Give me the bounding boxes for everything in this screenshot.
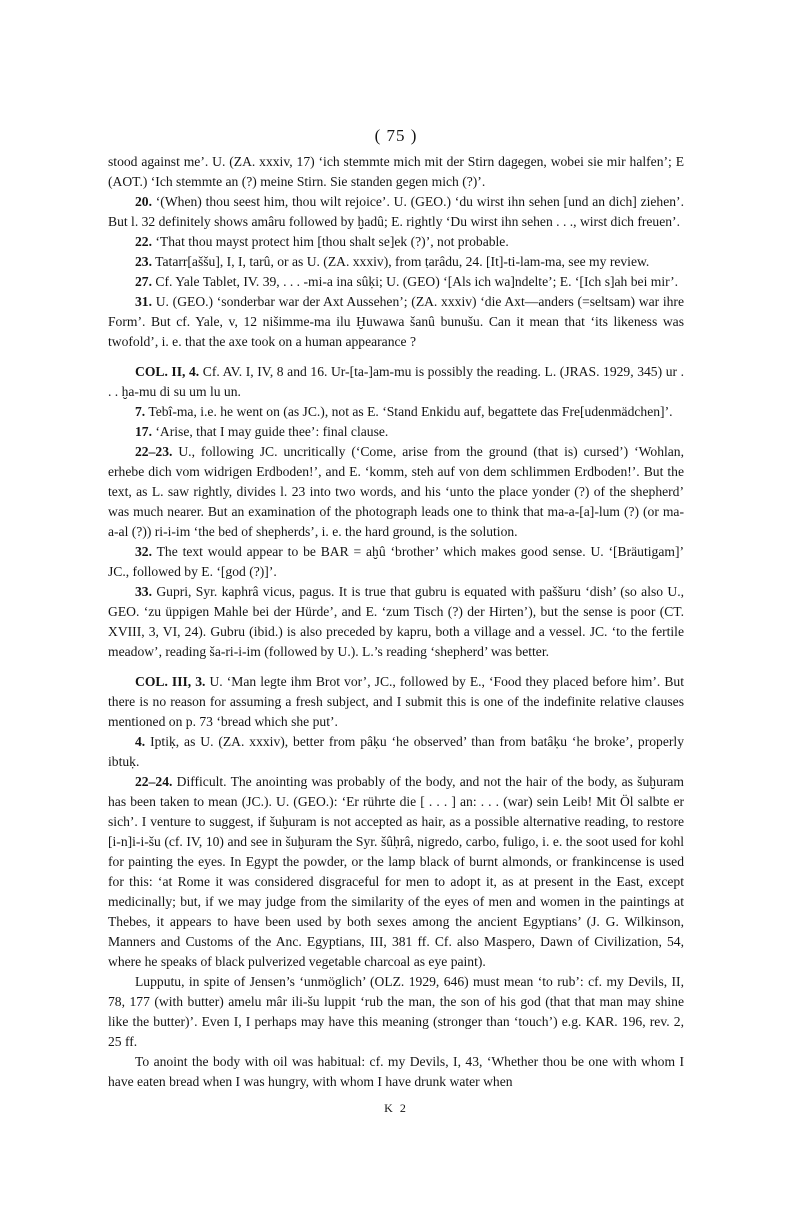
note-text: The text would appear to be BAR = aḫû ‘brother’ which makes good sense. U. ‘[Bräutigam]’ JC., followed by E. ‘[god (?)]’. — [108, 544, 684, 579]
note-text: ‘(When) thou seest him, thou wilt rejoice’. U. (GEO.) ‘du wirst ihn sehen [und an dich] ziehen’. But l. 32 definitely shows amâru followed by ḫadû; E. rightly ‘Du wirst ihn sehen . . ., wirst dich freuen’. — [108, 194, 684, 229]
commentary-paragraph — [108, 232, 684, 252]
note-number: 23. — [135, 254, 152, 269]
commentary-paragraph — [108, 152, 684, 192]
note-number: 17. — [135, 424, 152, 439]
note-number: 20. — [135, 194, 152, 209]
note-text: Gupri, Syr. kaphrâ vicus, pagus. It is true that gubru is equated with paššuru ‘dish’ (so also U., GEO. ‘zu üppigen Mahle bei der Hürde’, and E. ‘zum Tisch (?) der Hirten’), but the sense is poor (CT. XVIII, 3, VI, 24). Gubru (ibid.) is also preceded by kapru, both a village and a vessel. JC. ‘to the fertile meadow’, reading ša-ri-i-im (followed by U.). L.’s reading ‘shepherd’ was better. — [108, 584, 685, 659]
commentary-paragraph — [108, 362, 684, 402]
commentary-paragraph — [108, 732, 684, 772]
note-text: Difficult. The anointing was probably of the body, and not the hair of the body, as šuḫuram has been taken to mean (JC.). U. (GEO.): ‘Er rührte die [ . . . ] an: . . . (war) sein Leib! Mit Öl salbte er sich’. I venture to suggest, if šuḫuram is not accepted as hair, as a possible alternative reading, to restore [i-n]i-i-šu (cf. IV, 10) and see in šuḫuram the Syr. šûḥrâ, nigredo, carbo, fuligo, i. e. the soot used for kohl for painting the eyes. In Egypt the powder, or the lamp black of burnt almonds, or frankincense is used for this: ‘at Rome it was considered disgraceful for men to adopt it, as at present in the East, except medicinally; but, if we may judge from the similarity of the eyes of men and women in the paintings at Thebes, it appears to have been used by both sexes among the ancient Egyptians’ (J. G. Wilkinson, Manners and Customs of the Anc. Egyptians, III, 381 ff. Cf. also Maspero, Dawn of Civilization, 54, where he speaks of black pulverized vegetable charcoal as eye paint). — [108, 774, 684, 969]
note-text: To anoint the body with oil was habitual: cf. my Devils, I, 43, ‘Whether thou be one with whom I have eaten bread when I was hungry, with whom I have drunk water when — [108, 1054, 684, 1089]
commentary-paragraph — [108, 272, 684, 292]
note-text: Lupputu, in spite of Jensen’s ‘unmöglich’ (OLZ. 1929, 646) must mean ‘to rub’: cf. my Devils, II, 78, 177 (with butter) amelu mâr ili-šu luppit ‘rub the man, the son of his god (that that man may shine like the butter)’. Even I, I perhaps may have this meaning (stronger than ‘touch’) e.g. KAR. 196, rev. 2, 25 ff. — [108, 974, 684, 1049]
note-number: 33. — [135, 584, 152, 599]
commentary-paragraph — [108, 292, 684, 352]
note-text: Iptiḳ, as U. (ZA. xxxiv), better from pâḳu ‘he observed’ than from batâḳu ‘he broke’, properly ibtuḳ. — [108, 734, 684, 769]
signature-mark: K 2 — [384, 1101, 408, 1115]
commentary-paragraph — [108, 252, 684, 272]
note-number: 4. — [135, 734, 146, 749]
note-text: U. ‘Man legte ihm Brot vor’, JC., followed by E., ‘Food they placed before him’. But there is no reason for assuming a fresh subject, and I submit this is one of the indefinite relative clauses mentioned on p. 73 ‘bread which she put’. — [108, 674, 684, 729]
commentary-text — [108, 152, 684, 1092]
note-number: 22–24. — [135, 774, 173, 789]
page-number: ( 75 ) — [374, 126, 418, 145]
note-number: 32. — [135, 544, 152, 559]
note-number: 27. — [135, 274, 152, 289]
commentary-paragraph — [108, 422, 684, 442]
note-text: Cf. AV. I, IV, 8 and 16. Ur-[ta-]am-mu is possibly the reading. L. (JRAS. 1929, 345) ur . . . ḫa-mu di su um lu un. — [108, 364, 685, 399]
note-text: Tatarr[aššu], I, I, tarû, or as U. (ZA. xxxiv), from ṭarâdu, 24. [It]-ti-lam-ma, see my review. — [155, 254, 650, 269]
commentary-paragraph — [108, 672, 684, 732]
commentary-paragraph — [108, 1052, 684, 1092]
note-number: 22–23. — [135, 444, 173, 459]
note-text: ‘That thou mayst protect him [thou shalt se]ek (?)’, not probable. — [155, 234, 509, 249]
commentary-paragraph — [108, 442, 684, 542]
note-text: U., following JC. uncritically (‘Come, arise from the ground (that is) cursed’) ‘Wohlan, erhebe dich vom widrigen Erdboden!’, and E. ‘komm, steh auf von dem schlimmen Erdboden!’. But the text, as L. saw rightly, divides l. 23 into two words, and his ‘unto the place yonder (?) of the shepherd’ was much nearer. But an examination of the photograph leads one to think that ma-a-[a]-lum (?) (or ma-a-al (?)) ri-i-im ‘the bed of shepherds’, i. e. the hard ground, is the solution. — [108, 444, 684, 539]
commentary-paragraph — [108, 582, 684, 662]
note-text: Tebî-ma, i.e. he went on (as JC.), not as E. ‘Stand Enkidu auf, begattete das Fre[udenmädchen]’. — [148, 404, 673, 419]
note-number: 31. — [135, 294, 152, 309]
page-body — [108, 126, 684, 1118]
note-number: COL. II, 4. — [135, 364, 200, 379]
note-text: Cf. Yale Tablet, IV. 39, . . . -mi-a ina sûḳi; U. (GEO) ‘[Als ich wa]ndelte’; E. ‘[Ich s]ah bei mir’. — [155, 274, 679, 289]
note-number: 7. — [135, 404, 146, 419]
note-number: 22. — [135, 234, 152, 249]
commentary-paragraph — [108, 402, 684, 422]
commentary-paragraph — [108, 192, 684, 232]
note-text: stood against me’. U. (ZA. xxxiv, 17) ‘ich stemmte mich mit der Stirn dagegen, wobei sie mir halfen’; E (AOT.) ‘Ich stemmte an (?) meine Stirn. Sie standen gegen mich (?)’. — [108, 154, 684, 189]
note-text: ‘Arise, that I may guide thee’: final clause. — [155, 424, 389, 439]
note-number: COL. III, 3. — [135, 674, 206, 689]
note-text: U. (GEO.) ‘sonderbar war der Axt Aussehen’; (ZA. xxxiv) ‘die Axt—anders (=seltsam) war ihre Form’. But cf. Yale, v, 12 nišimme-ma ilu Ḫuwawa šanû bunušu. Can it mean that ‘its likeness was twofold’, i. e. that the axe took on a human appearance ? — [108, 294, 684, 349]
commentary-paragraph — [108, 542, 684, 582]
commentary-paragraph — [108, 772, 684, 972]
commentary-paragraph — [108, 972, 684, 1052]
